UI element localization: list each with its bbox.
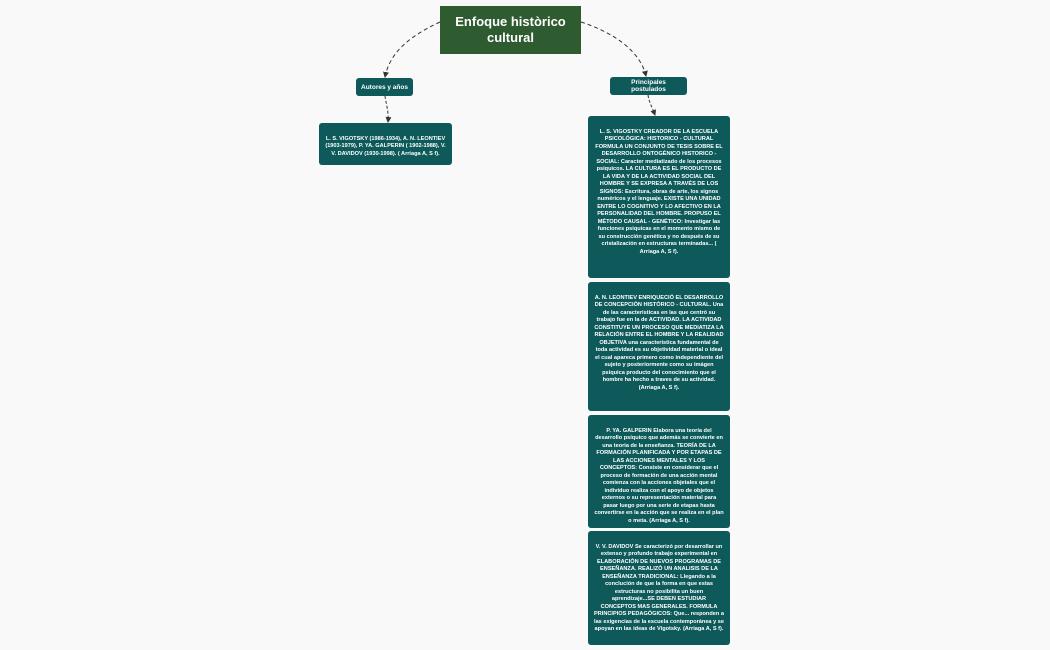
card-text: L. S. VIGOSTKY CREADOR DE LA ESCUELA PSICOLÓGICA: HISTORICO - CULTURAL FORMULA UN CONJUNTO DE TESIS SOBRE EL DESARROLLO ONTOGÉNICO HISTORICO - SOCIAL: Caracter mediatizado de los procesos psiquicos. LA CULTURA ES EL PRODUCTO DE LA VIDA Y DE LA ACTIVIDAD SOCIAL DEL HOMBRE Y SE EXPRESA A TRAVÉS DE LOS SIGNOS: Escritura, obras de arte, los signos numéricos y el lenguaje. EXISTE UNA UNIDAD ENTRE LO COGNITIVO Y LO AFECTIVO EN LA PERSONALIDAD DEL HOMBRE. PROPUSO EL MÉTODO CAUSAL - GENÉTICO: Investigar las funciones psiquicas en el momento mismo de su construcción genética y no después de su cristalización en estructuras terminadas... ( Arriaga A, S f). <box>595 128 723 255</box>
card-leontiev[interactable] <box>588 282 730 411</box>
connector-root-to-postulados <box>581 22 646 76</box>
card-text: L. S. VIGOTSKY (1986-1934), A. N. LEONTIEV (1903-1979), P. YA. GALPERIN ( 1902-1988), V. V. DAVIDOV (1930-1998). ( Arriaga A, S f). <box>325 135 446 157</box>
branch-label: Autores y años <box>361 83 408 91</box>
connector-autores-to-card <box>385 96 388 122</box>
connector-root-to-autores <box>385 22 440 77</box>
branch-label: Principales postulados <box>631 79 666 93</box>
card-galperin[interactable] <box>588 415 730 528</box>
branch-principales-postulados[interactable] <box>610 77 687 95</box>
card-autores[interactable] <box>319 123 452 165</box>
root-topic[interactable] <box>440 6 581 54</box>
connector-postulados-to-cards <box>648 95 655 115</box>
root-topic-title: Enfoque històrico cultural <box>455 14 566 45</box>
card-text: V. V. DAVIDOV Se caracterizó por desarrollar un extenso y profundo trabajo experimental en ELABORACIÓN DE NUEVOS PROGRAMAS DE ENSEÑANZA. REALIZÓ UN ANALISIS DE LA ENSEÑANZA TRADICIONAL: Llegando a la conclución de que la forma en que estas estructuras no posibilita un buen aprendizaje...SE DEBEN ESTUDIAR CONCEPTOS MAS GENERALES. FORMULA PRINCIPIOS PEDAGÓGICOS: Que... responden a las exigencias de la escuela contemporánea y se apoyan en las ideas de Vigotsky. (Arriaga A, S f). <box>594 543 724 632</box>
card-davidov[interactable] <box>588 531 730 645</box>
card-text: A. N. LEONTIEV ENRIQUECIÓ EL DESARROLLO DE CONCEPCIÓN HISTÓRICO - CULTURAL. Una de las caracteristicas en las que centró su trabajo fue en la de ACTIVIDAD. LA ACTIVIDAD CONSTITUYE UN PROCESO QUE MEDIATIZA LA RELACIÓN ENTRE EL HOMBRE Y LA REALIDAD OBJETIVA una caracteristica fundamental de toda actividad es su objetividad material o ideal el cual apareca primero como independiente del sujeto y posteriormente como su imágen psíquica producto del conocimiento que el hombre ha hecho a traves de su actividad. (Arriaga A, S f). <box>594 294 724 391</box>
card-vigotsky[interactable] <box>588 116 730 278</box>
card-text: P. YA. GALPERIN Elabora una teoría del desarrollo psíquico que además se convierte en una teoria de la enseñanza. TEORÍA DE LA FORMACIÓN PLANIFICADA Y POR ETAPAS DE LAS ACCIONES MENTALES Y LOS CONCEPTOS: Consiste en considerar que el proceso de formación de una acción mental comienza con la acciones objetales que el individuo realiza con el apoyo de objetos externos o su representación material para pasar luego por una serie de etapas hasta convertirse en la acción que se realiza en el plan o meta. (Arriaga A, S f). <box>594 427 724 524</box>
branch-autores-y-anos[interactable] <box>356 78 413 96</box>
